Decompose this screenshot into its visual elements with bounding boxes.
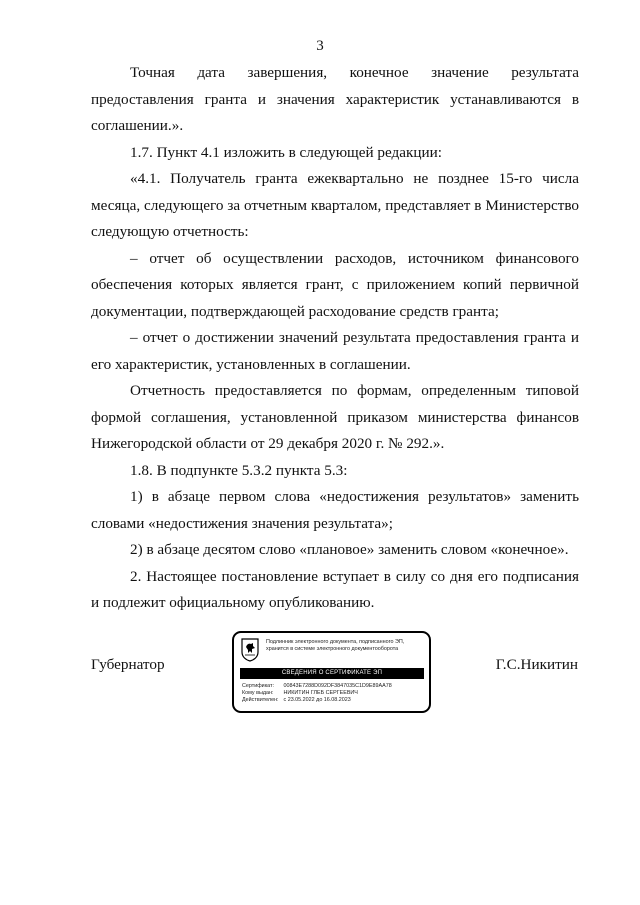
certificate-label: Сертификат:: [242, 683, 275, 689]
signer-title: Губернатор: [91, 656, 165, 673]
issued-to-label: Кому выдан:: [242, 690, 274, 697]
issued-to-row: [242, 690, 424, 697]
stamp-details: [242, 683, 424, 705]
paragraph: 1.8. В подпункте 5.3.2 пункта 5.3:: [130, 461, 348, 479]
paragraph: 2. Настоящее постановление вступает в силу со дня его подписания и подлежит официальному опубликованию.: [91, 567, 579, 611]
coat-of-arms-icon: [240, 638, 260, 662]
paragraph: Точная дата завершения, конечное значение результата предоставления гранта и значения характеристик устанавливаются в соглашении.».: [91, 64, 579, 134]
document-body: [91, 60, 579, 617]
validity-label: Действителен:: [242, 697, 279, 704]
validity-row: [242, 697, 424, 704]
signer-name: Г.С.Никитин: [495, 656, 578, 673]
stamp-certificate-bar: СВЕДЕНИЯ О СЕРТИФИКАТЕ ЭП: [240, 668, 424, 679]
paragraph: Отчетность предоставляется по формам, определенным типовой формой соглашения, установленной приказом министерства финансов Нижегородской области от 29 декабря 2020 г. № 292.».: [91, 382, 579, 452]
paragraph: – отчет об осуществлении расходов, источником финансового обеспечения которых является грант, с приложением копий первичной документации, подтверждающей расходование средств гранта;: [91, 249, 579, 320]
issued-to-value: НИКИТИН ГЛЕБ СЕРГЕЕВИЧ: [283, 690, 358, 697]
electronic-signature-stamp: [232, 631, 431, 713]
certificate-row: [242, 683, 424, 690]
validity-value: с 23.05.2022 до 16.08.2023: [283, 697, 351, 704]
paragraph: 2) в абзаце десятом слово «плановое» заменить словом «конечное».: [130, 541, 569, 558]
paragraph: 1.7. Пункт 4.1 изложить в следующей редакции:: [130, 143, 443, 161]
paragraph: – отчет о достижении значений результата предоставления гранта и его характеристик, установленных в соглашении.: [91, 329, 579, 373]
paragraph: 1) в абзаце первом слова «недостижения результатов» заменить словами «недостижения значения результата»;: [91, 488, 579, 532]
stamp-header-text: Подлинник электронного документа, подписанного ЭП, хранится в системе электронного документооборота: [266, 639, 405, 652]
stamp-header: [240, 637, 426, 665]
certificate-value: 00843E7288D092DF3847035C1D9E89AA78: [283, 683, 392, 689]
paragraph: «4.1. Получатель гранта ежеквартально не позднее 15-го числа месяца, следующего за отчетным кварталом, представляет в Министерство следующую отчетность:: [91, 170, 579, 240]
page-number: 3: [316, 38, 324, 54]
